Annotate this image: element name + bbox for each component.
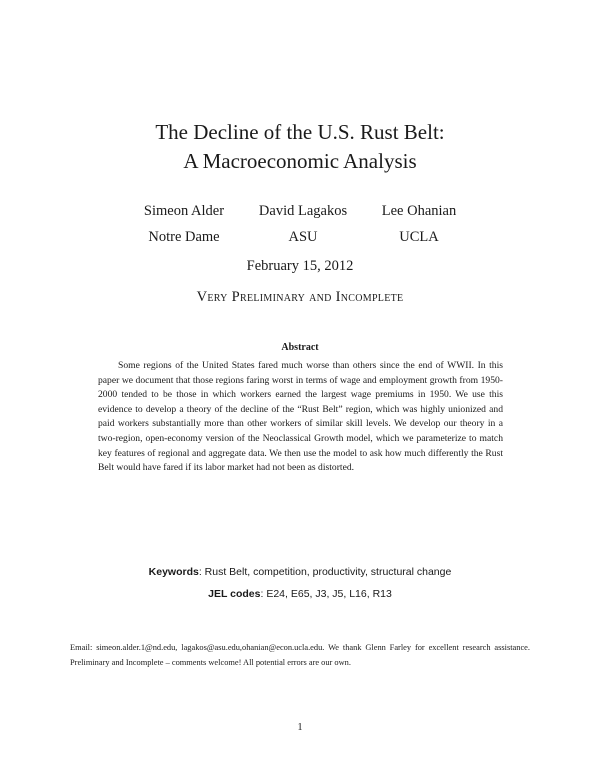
author-3	[339, 198, 499, 250]
author-affiliation: Notre Dame	[148, 229, 220, 245]
author-affiliation: UCLA	[399, 229, 439, 245]
author-block	[0, 198, 600, 248]
keywords-label: Keywords	[148, 566, 199, 578]
jel-codes-line	[0, 588, 600, 600]
author-name: Simeon Alder	[143, 203, 225, 219]
paper-title-line-1: The Decline of the U.S. Rust Belt:	[155, 120, 445, 144]
keywords-value: : Rust Belt, competition, productivity, structural change	[198, 566, 452, 578]
abstract-body: Some regions of the United States fared much worse than others since the end of WWII. In this paper we document that those regions faring worst in terms of wage and employment growth from 1950-2000 tended to be those in which workers earned the largest wage premiums in 1950. We use this evidence to develop a theory of the decline of the “Rust Belt” region, which was highly unionized and paid workers substantially more than other workers of similar skill levels. We develop our theory in a two-region, open-economy version of the Neoclassical Growth model, which we parameterize to match key features of regional and aggregate data. We then use the model to ask how much differently the Rust Belt would have fared if its labor market had not been as distorted.	[98, 360, 503, 474]
keywords-line	[0, 566, 600, 578]
page-number: 1	[297, 722, 303, 733]
paper-status: Very Preliminary and Incomplete	[196, 289, 404, 305]
paper-date: February 15, 2012	[246, 258, 354, 274]
author-name: Lee Ohanian	[381, 203, 457, 219]
author-name: David Lagakos	[258, 203, 348, 219]
author-affiliation: ASU	[288, 229, 318, 245]
jel-label: JEL codes	[208, 588, 261, 600]
paper-title-line-2: A Macroeconomic Analysis	[183, 149, 417, 173]
abstract-heading: Abstract	[281, 342, 319, 353]
jel-value: : E24, E65, J3, J5, L16, R13	[260, 588, 392, 600]
footnote: Email: simeon.alder.1@nd.edu, lagakos@asu.edu,ohanian@econ.ucla.edu. We thank Glenn Farley for excellent research assistance. Preliminary and Incomplete – comments welcome! All potential errors are our own.	[70, 643, 530, 667]
